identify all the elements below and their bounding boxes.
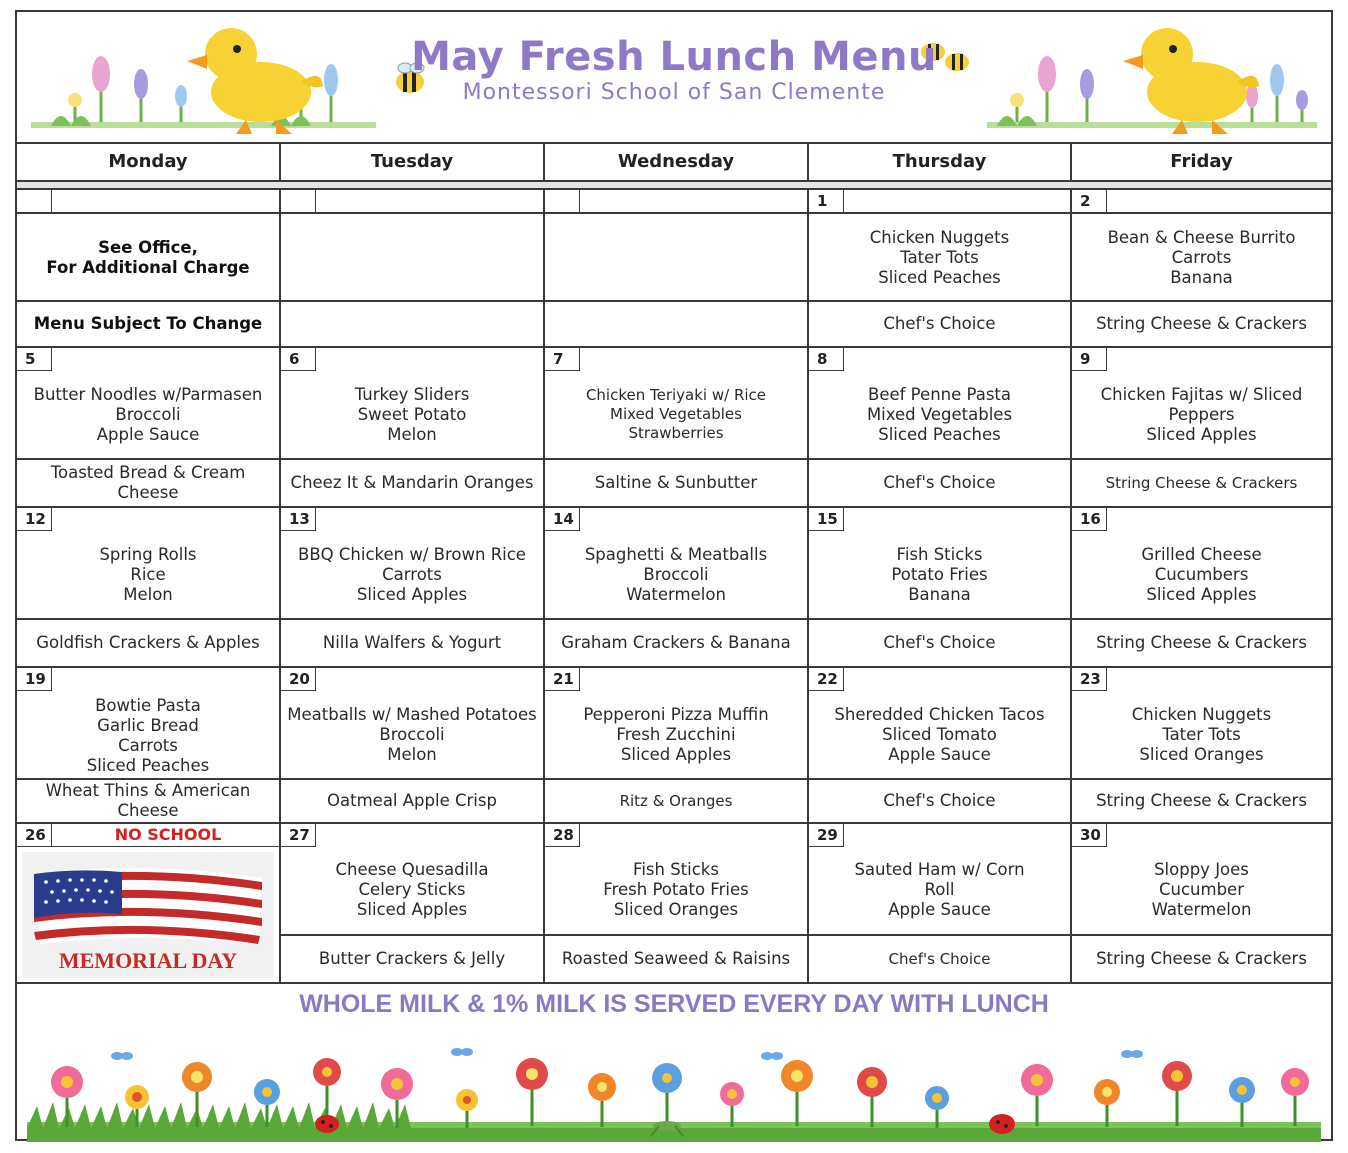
weekday-monday: Monday — [17, 144, 281, 180]
lunch-items: Fish Sticks Fresh Potato Fries Sliced Oranges — [603, 860, 749, 919]
snack-cell — [1072, 460, 1331, 508]
snack-cell-empty — [545, 302, 809, 348]
flower-border — [27, 1042, 1321, 1142]
lunch-cell — [545, 668, 809, 780]
date-number: 22 — [809, 668, 844, 691]
snack-items: String Cheese & Crackers — [1096, 949, 1307, 968]
date-cell-empty — [281, 190, 545, 214]
lunch-cell — [809, 348, 1072, 460]
weekday-thursday: Thursday — [809, 144, 1072, 180]
snack-items: Oatmeal Apple Crisp — [327, 791, 497, 810]
school-name: Montessori School of San Clemente — [462, 80, 886, 105]
date-number: 14 — [545, 508, 580, 531]
snack-items: Ritz & Oranges — [619, 792, 733, 810]
week-row-4 — [17, 668, 1331, 824]
snack-items: Saltine & Sunbutter — [594, 473, 758, 492]
snack-cell — [545, 780, 809, 824]
snack-items: Chef's Choice — [883, 633, 996, 652]
snack-cell — [281, 780, 545, 824]
weekday-wednesday: Wednesday — [545, 144, 809, 180]
lunch-items: Sloppy Joes Cucumber Watermelon — [1151, 860, 1252, 919]
week-row-2 — [17, 348, 1331, 508]
duck-icon — [1123, 28, 1259, 134]
lunch-cell — [809, 668, 1072, 780]
lunch-items: Chicken Nuggets Tater Tots Sliced Oranges — [1131, 705, 1272, 764]
snack-cell — [17, 460, 281, 508]
lunch-cell-empty — [545, 214, 809, 302]
duck-and-flowers-right — [987, 22, 1317, 137]
lunch-cell — [1072, 824, 1331, 936]
snack-items: Toasted Bread & Cream Cheese — [50, 463, 246, 502]
weekday-header-row — [17, 142, 1331, 182]
date-number: 26 — [17, 824, 52, 847]
date-number: 6 — [281, 348, 316, 371]
date-number: 23 — [1072, 668, 1107, 691]
lunch-cell — [545, 508, 809, 620]
snack-items: Wheat Thins & American Cheese — [45, 781, 251, 820]
lunch-items: Grilled Cheese Cucumbers Sliced Apples — [1141, 545, 1262, 604]
snack-cell — [1072, 936, 1331, 984]
lunch-items: Butter Noodles w/Parmasen Broccoli Apple Sauce — [33, 385, 263, 444]
snack-items: String Cheese & Crackers — [1096, 314, 1307, 333]
lunch-items: Spaghetti & Meatballs Broccoli Watermelon — [584, 545, 768, 604]
date-number: 28 — [545, 824, 580, 847]
snack-items: Graham Crackers & Banana — [561, 633, 791, 652]
lunch-items: Bean & Cheese Burrito Carrots Banana — [1107, 228, 1296, 287]
lunch-cell — [1072, 668, 1331, 780]
snack-items: Nilla Walfers & Yogurt — [322, 633, 502, 652]
date-number: 8 — [809, 348, 844, 371]
snack-cell — [809, 460, 1072, 508]
header-separator — [17, 182, 1331, 190]
snack-cell — [281, 936, 545, 984]
lunch-cell — [281, 824, 545, 936]
snack-cell — [1072, 620, 1331, 668]
lunch-items: Meatballs w/ Mashed Potatoes Broccoli Melon — [287, 705, 537, 764]
lunch-items: Beef Penne Pasta Mixed Vegetables Sliced Peaches — [866, 385, 1013, 444]
snack-cell — [545, 936, 809, 984]
snack-cell-empty — [281, 302, 545, 348]
lunch-items: Pepperoni Pizza Muffin Fresh Zucchini Sliced Apples — [583, 705, 769, 764]
snack-cell — [17, 780, 281, 824]
snack-items: String Cheese & Crackers — [1096, 791, 1307, 810]
lunch-cell — [17, 348, 281, 460]
lunch-cell — [1072, 214, 1331, 302]
lunch-items: Cheese Quesadilla Celery Sticks Sliced Apples — [335, 860, 489, 919]
snack-items: Chef's Choice — [883, 314, 996, 333]
week-row-1 — [17, 190, 1331, 348]
snack-cell — [281, 460, 545, 508]
snack-cell — [545, 460, 809, 508]
date-number: 15 — [809, 508, 844, 531]
date-number: 9 — [1072, 348, 1107, 371]
week-row-5 — [17, 824, 1331, 984]
date-number: 21 — [545, 668, 580, 691]
snack-items: Roasted Seaweed & Raisins — [561, 949, 791, 968]
lunch-items: Spring Rolls Rice Melon — [99, 545, 197, 604]
date-number: 19 — [17, 668, 52, 691]
holiday-cell — [17, 824, 281, 984]
lunch-cell — [17, 508, 281, 620]
lunch-cell — [281, 668, 545, 780]
snack-items: Cheez It & Mandarin Oranges — [290, 473, 534, 492]
lunch-cell-empty — [281, 214, 545, 302]
date-number: 5 — [17, 348, 52, 371]
date-cell-empty — [545, 190, 809, 214]
date-number: 29 — [809, 824, 844, 847]
lunch-items: Sheredded Chicken Tacos Sliced Tomato Apple Sauce — [834, 705, 1045, 764]
lunch-items: Fish Sticks Potato Fries Banana — [891, 545, 988, 604]
date-cell-empty — [17, 190, 281, 214]
lunch-cell — [809, 214, 1072, 302]
date-number: 30 — [1072, 824, 1107, 847]
date-number: 12 — [17, 508, 52, 531]
snack-items: String Cheese & Crackers — [1096, 633, 1307, 652]
snack-cell — [545, 620, 809, 668]
lunch-cell — [281, 508, 545, 620]
snack-cell — [281, 620, 545, 668]
lunch-cell — [545, 824, 809, 936]
menu-frame — [15, 10, 1333, 1141]
lunch-cell — [17, 668, 281, 780]
date-cell: 1 — [809, 190, 1072, 214]
lunch-items: Turkey Sliders Sweet Potato Melon — [354, 385, 470, 444]
american-flag-icon — [22, 852, 274, 978]
lunch-cell — [809, 508, 1072, 620]
snack-cell — [1072, 302, 1331, 348]
snack-cell — [1072, 780, 1331, 824]
snack-cell — [809, 302, 1072, 348]
snack-cell — [809, 620, 1072, 668]
lunch-items: Chicken Fajitas w/ Sliced Peppers Sliced Apples — [1100, 385, 1303, 444]
snack-cell — [809, 936, 1072, 984]
snack-items: Chef's Choice — [883, 791, 996, 810]
snack-items: Goldfish Crackers & Apples — [36, 633, 260, 652]
lunch-cell — [545, 348, 809, 460]
date-number: 13 — [281, 508, 316, 531]
no-school-label: NO SCHOOL — [114, 825, 222, 844]
lunch-cell — [809, 824, 1072, 936]
snack-cell — [17, 302, 281, 348]
butterfly-icon — [111, 1048, 1143, 1060]
date-cell: 2 — [1072, 190, 1331, 214]
lunch-cell — [1072, 508, 1331, 620]
lunch-items: Sauted Ham w/ Corn Roll Apple Sauce — [854, 860, 1025, 919]
snack-cell — [809, 780, 1072, 824]
snack-cell — [17, 620, 281, 668]
snack-items: String Cheese & Crackers — [1105, 474, 1298, 492]
lunch-items: Chicken Nuggets Tater Tots Sliced Peaches — [869, 228, 1010, 287]
office-note: See Office, For Additional Charge — [46, 238, 250, 277]
lunch-cell — [1072, 348, 1331, 460]
week-row-3 — [17, 508, 1331, 668]
date-number: 16 — [1072, 508, 1107, 531]
lunch-items: Chicken Teriyaki w/ Rice Mixed Vegetables Strawberries — [585, 386, 767, 442]
weekday-friday: Friday — [1170, 151, 1233, 172]
date-number: 27 — [281, 824, 316, 847]
lunch-items: BBQ Chicken w/ Brown Rice Carrots Sliced Apples — [298, 545, 526, 604]
snack-items: Butter Crackers & Jelly — [318, 949, 506, 968]
menu-change-note: Menu Subject To Change — [33, 314, 263, 333]
page-title: May Fresh Lunch Menu — [411, 34, 937, 80]
snack-items: Chef's Choice — [883, 473, 996, 492]
menu-header — [17, 12, 1331, 142]
lunch-items: Bowtie Pasta Garlic Bread Carrots Sliced Peaches — [86, 696, 210, 775]
weekday-tuesday: Tuesday — [281, 144, 545, 180]
snack-items: Chef's Choice — [888, 950, 991, 968]
milk-notice: WHOLE MILK & 1% MILK IS SERVED EVERY DAY WITH LUNCH — [299, 990, 1049, 1018]
date-number: 20 — [281, 668, 316, 691]
memorial-day-banner: MEMORIAL DAY — [58, 948, 238, 973]
day-cell-monday-info — [17, 214, 281, 302]
date-number: 7 — [545, 348, 580, 371]
lunch-cell — [281, 348, 545, 460]
